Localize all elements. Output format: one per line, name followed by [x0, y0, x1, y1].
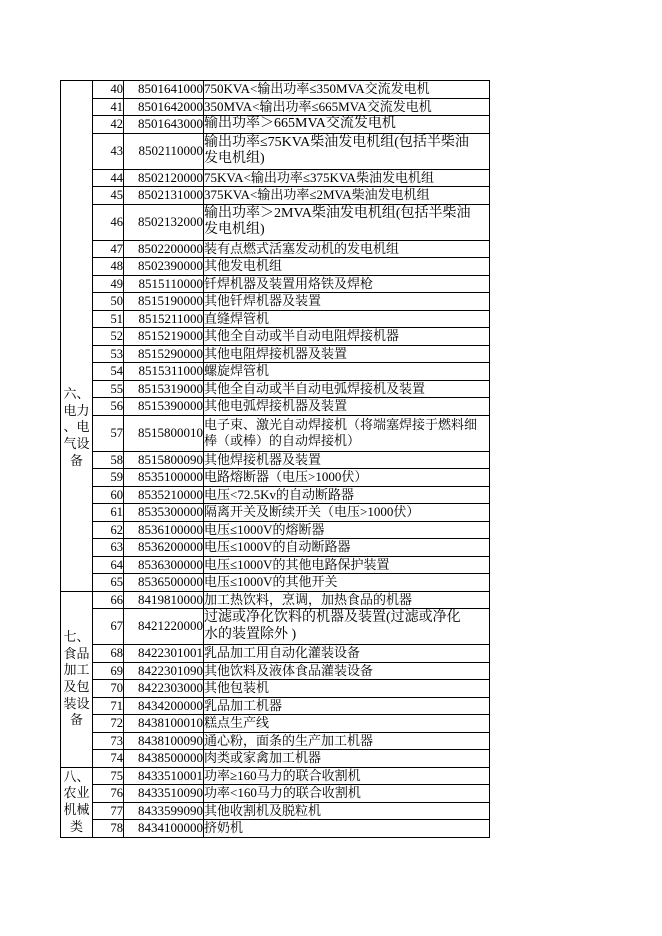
commodity-code: 8433510001: [124, 767, 204, 785]
commodity-code: 8536200000: [124, 539, 204, 557]
table-row: [61, 398, 490, 416]
table-row: [61, 767, 490, 785]
commodity-code: 8515390000: [124, 398, 204, 416]
category-cell: [61, 81, 93, 592]
row-number: 60: [93, 486, 124, 504]
commodity-code: 8421220000: [124, 609, 204, 645]
table-row: [61, 556, 490, 574]
description: 乳品加工机器: [204, 697, 490, 715]
description: 其他包装机: [204, 680, 490, 698]
description: 电路熔断器（电压>1000伏）: [204, 469, 490, 487]
table-row: [61, 574, 490, 592]
commodity-code: 8515290000: [124, 345, 204, 363]
description: 肉类或家禽加工机器: [204, 750, 490, 768]
table-row: [61, 591, 490, 609]
row-number: 73: [93, 732, 124, 750]
row-number: 77: [93, 802, 124, 820]
commodity-code: 8433510090: [124, 785, 204, 803]
description: 装有点燃式活塞发动机的发电机组: [204, 240, 490, 258]
row-number: 44: [93, 169, 124, 187]
description: 其他电弧焊接机器及装置: [204, 398, 490, 416]
row-number: 42: [93, 116, 124, 134]
description: 功率≥160马力的联合收割机: [204, 767, 490, 785]
row-number: 53: [93, 345, 124, 363]
commodity-code: 8422303000: [124, 680, 204, 698]
table-row: [61, 116, 490, 134]
table-row: [61, 486, 490, 504]
commodity-code: 8502110000: [124, 133, 204, 169]
commodity-code: 8515311000: [124, 363, 204, 381]
description: 螺旋焊管机: [204, 363, 490, 381]
row-number: 49: [93, 275, 124, 293]
commodity-code: 8502131000: [124, 187, 204, 205]
row-number: 56: [93, 398, 124, 416]
commodity-code: 8515800010: [124, 415, 204, 451]
row-number: 51: [93, 310, 124, 328]
row-number: 74: [93, 750, 124, 768]
table-row: [61, 715, 490, 733]
row-number: 50: [93, 293, 124, 311]
description: 375KVA<输出功率≤2MVA柴油发电机组: [204, 187, 490, 205]
row-number: 43: [93, 133, 124, 169]
category-label: 八、农业机械类: [63, 768, 90, 834]
row-number: 46: [93, 204, 124, 240]
table-row: [61, 275, 490, 293]
row-number: 41: [93, 98, 124, 116]
description: 750KVA<输出功率≤350MVA交流发电机: [204, 81, 490, 99]
row-number: 54: [93, 363, 124, 381]
commodity-code: 8438500000: [124, 750, 204, 768]
commodity-code: 8515319000: [124, 380, 204, 398]
description: 直缝焊管机: [204, 310, 490, 328]
commodity-code: 8501642000: [124, 98, 204, 116]
equipment-table: [60, 80, 490, 838]
category-label: 七、食品加工及包装设备: [63, 629, 90, 728]
row-number: 45: [93, 187, 124, 205]
row-number: 65: [93, 574, 124, 592]
table-row: [61, 697, 490, 715]
row-number: 61: [93, 504, 124, 522]
description: 其他电阻焊接机器及装置: [204, 345, 490, 363]
commodity-code: 8422301090: [124, 662, 204, 680]
table-row: [61, 662, 490, 680]
description: 过滤或净化饮料的机器及装置(过滤或净化 水的装置除外 ): [204, 609, 490, 645]
table-row: [61, 539, 490, 557]
description: 糕点生产线: [204, 715, 490, 733]
commodity-code: 8434100000: [124, 820, 204, 838]
table-row: [61, 345, 490, 363]
row-number: 52: [93, 328, 124, 346]
category-cell: [61, 591, 93, 767]
row-number: 72: [93, 715, 124, 733]
description: 其他发电机组: [204, 258, 490, 276]
description: 输出功率＞665MVA交流发电机: [204, 116, 490, 134]
table-row: [61, 680, 490, 698]
commodity-code: 8535300000: [124, 504, 204, 522]
row-number: 40: [93, 81, 124, 99]
row-number: 69: [93, 662, 124, 680]
row-number: 63: [93, 539, 124, 557]
table-row: [61, 380, 490, 398]
table-row: [61, 785, 490, 803]
commodity-code: 8515110000: [124, 275, 204, 293]
commodity-code: 8535100000: [124, 469, 204, 487]
table-row: [61, 293, 490, 311]
description: 350MVA<输出功率≤665MVA交流发电机: [204, 98, 490, 116]
row-number: 75: [93, 767, 124, 785]
description: 电压≤1000V的自动断路器: [204, 539, 490, 557]
table-row: [61, 469, 490, 487]
table-row: [61, 328, 490, 346]
description: 电子束、激光自动焊接机（将端塞焊接于燃料细 棒（或棒）的自动焊接机）: [204, 415, 490, 451]
row-number: 62: [93, 521, 124, 539]
table-row: [61, 521, 490, 539]
row-number: 55: [93, 380, 124, 398]
description: 乳品加工用自动化灌装设备: [204, 645, 490, 663]
commodity-code: 8515211000: [124, 310, 204, 328]
description: 其他饮料及液体食品灌装设备: [204, 662, 490, 680]
table-row: [61, 750, 490, 768]
commodity-code: 8438100010: [124, 715, 204, 733]
commodity-code: 8434200000: [124, 697, 204, 715]
description: 电压≤1000V的其他开关: [204, 574, 490, 592]
table-row: [61, 258, 490, 276]
description: 电压<72.5Kv的自动断路器: [204, 486, 490, 504]
commodity-code: 8438100090: [124, 732, 204, 750]
table-row: [61, 133, 490, 169]
description: 输出功率≤75KVA柴油发电机组(包括半柴油 发电机组): [204, 133, 490, 169]
commodity-code: 8501641000: [124, 81, 204, 99]
table-row: [61, 98, 490, 116]
commodity-code: 8502390000: [124, 258, 204, 276]
description: 其他焊接机器及装置: [204, 451, 490, 469]
row-number: 48: [93, 258, 124, 276]
row-number: 68: [93, 645, 124, 663]
row-number: 57: [93, 415, 124, 451]
commodity-code: 8433599090: [124, 802, 204, 820]
category-label: 六、电力、电气设备: [63, 386, 90, 468]
commodity-code: 8502132000: [124, 204, 204, 240]
table-row: [61, 204, 490, 240]
table-row: [61, 451, 490, 469]
description: 其他收割机及脱粒机: [204, 802, 490, 820]
description: 75KVA<输出功率≤375KVA柴油发电机组: [204, 169, 490, 187]
table-row: [61, 240, 490, 258]
category-cell: [61, 767, 93, 837]
table-row: [61, 187, 490, 205]
row-number: 71: [93, 697, 124, 715]
commodity-code: 8536300000: [124, 556, 204, 574]
description: 通心粉，面条的生产加工机器: [204, 732, 490, 750]
description: 输出功率＞2MVA柴油发电机组(包括半柴油 发电机组): [204, 204, 490, 240]
table-row: [61, 820, 490, 838]
table-row: [61, 504, 490, 522]
row-number: 47: [93, 240, 124, 258]
description: 钎焊机器及装置用烙铁及焊枪: [204, 275, 490, 293]
commodity-code: 8422301001: [124, 645, 204, 663]
row-number: 76: [93, 785, 124, 803]
row-number: 70: [93, 680, 124, 698]
commodity-code: 8502200000: [124, 240, 204, 258]
table-row: [61, 609, 490, 645]
commodity-code: 8501643000: [124, 116, 204, 134]
table-row: [61, 645, 490, 663]
commodity-code: 8419810000: [124, 591, 204, 609]
table-row: [61, 802, 490, 820]
row-number: 64: [93, 556, 124, 574]
table-row: [61, 169, 490, 187]
description: 电压≤1000V的其他电路保护装置: [204, 556, 490, 574]
table-row: [61, 363, 490, 381]
commodity-code: 8536100000: [124, 521, 204, 539]
description: 隔离开关及断续开关（电压>1000伏）: [204, 504, 490, 522]
commodity-code: 8515800090: [124, 451, 204, 469]
description: 功率<160马力的联合收割机: [204, 785, 490, 803]
description: 其他全自动或半自动电弧焊接机及装置: [204, 380, 490, 398]
table-row: [61, 81, 490, 99]
table-row: [61, 732, 490, 750]
row-number: 58: [93, 451, 124, 469]
commodity-code: 8535210000: [124, 486, 204, 504]
commodity-code: 8515219000: [124, 328, 204, 346]
table-row: [61, 415, 490, 451]
commodity-code: 8536500000: [124, 574, 204, 592]
commodity-code: 8515190000: [124, 293, 204, 311]
commodity-code: 8502120000: [124, 169, 204, 187]
row-number: 67: [93, 609, 124, 645]
description: 电压≤1000V的熔断器: [204, 521, 490, 539]
description: 挤奶机: [204, 820, 490, 838]
description: 加工热饮料，烹调，加热食品的机器: [204, 591, 490, 609]
description: 其他钎焊机器及装置: [204, 293, 490, 311]
table-row: [61, 310, 490, 328]
row-number: 78: [93, 820, 124, 838]
row-number: 66: [93, 591, 124, 609]
row-number: 59: [93, 469, 124, 487]
description: 其他全自动或半自动电阻焊接机器: [204, 328, 490, 346]
